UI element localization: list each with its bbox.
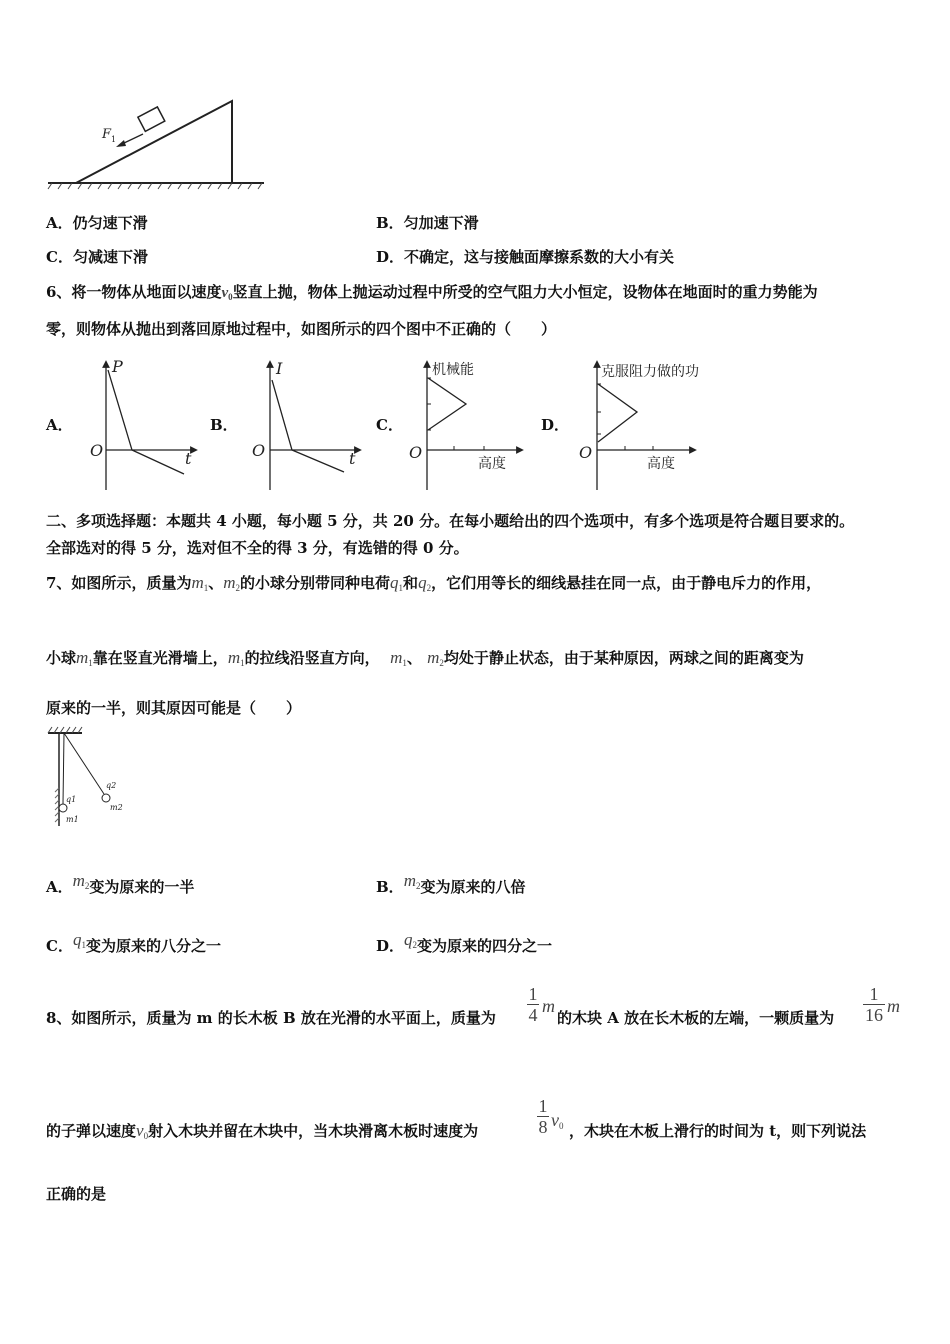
force-subscript: 1 bbox=[111, 135, 117, 144]
q7-option-a[interactable]: A．$m_2$变为原来的一半 bbox=[46, 871, 195, 896]
q7-stem-line2: 小球$m_1$靠在竖直光滑墙上，$m_1$的拉线沿竖直方向， $m_1$、 $m_2$均处于静止状态，由于某种原因，两球之间的距离变为 bbox=[46, 648, 804, 668]
q7-option-b[interactable]: B．$m_2$变为原来的八倍 bbox=[376, 871, 526, 896]
q5-option-d[interactable]: D．不确定，这与接触面摩擦系数的大小有关 bbox=[376, 248, 675, 266]
q6-graph-d bbox=[573, 354, 733, 494]
q8-v0-2: $v_0$ bbox=[551, 1110, 564, 1131]
incline-figure bbox=[44, 96, 270, 192]
q7-pendulum-figure bbox=[44, 726, 134, 832]
graph-b-origin: O bbox=[252, 441, 266, 460]
fig-q2-label: q2 bbox=[106, 781, 117, 790]
q8-m-1: m bbox=[542, 996, 555, 1016]
q6-option-c[interactable]: C． bbox=[376, 416, 403, 434]
q6-stem-line2: 零，则物体从抛出到落回原地过程中，如图所示的四个图中不正确的（ ） bbox=[46, 320, 557, 338]
q7-option-c[interactable]: C．$q_1$变为原来的八分之一 bbox=[46, 930, 221, 955]
q7-option-d[interactable]: D．$q_2$变为原来的四分之一 bbox=[376, 930, 553, 955]
q8-fraction-1-8: 1 8 bbox=[538, 1096, 548, 1137]
graph-d-xlabel: 高度 bbox=[647, 456, 675, 472]
fig-m2-label: m2 bbox=[110, 803, 123, 812]
q7-stem-line3: 原来的一半，则其原因可能是（ ） bbox=[46, 699, 302, 717]
force-label: F bbox=[102, 127, 112, 142]
q8-fraction-1-4: 1 4 bbox=[528, 984, 538, 1025]
graph-d-ylabel: 克服阻力做的功 bbox=[601, 364, 699, 380]
q8-m-2: m bbox=[887, 996, 900, 1016]
section2-header-line1: 二、多项选择题：本题共 4 小题，每小题 5 分，共 20 分。在每小题给出的四个选项中，有多个选项是符合题目要求的。 bbox=[46, 512, 855, 530]
v0-symbol: $v_0$ bbox=[221, 285, 233, 302]
q5-option-a[interactable]: A．仍匀速下滑 bbox=[46, 214, 148, 232]
graph-a-origin: O bbox=[90, 441, 104, 460]
q7-stem-line1: 7、如图所示，质量为$m_1$、$m_2$的小球分别带同种电荷$q_1$和$q_2$，它们用等长的细线悬挂在同一点，由于静电斥力的作用， bbox=[46, 573, 822, 593]
graph-a-xlabel: t bbox=[185, 449, 192, 468]
graph-a-ylabel: P bbox=[112, 357, 123, 376]
q5-option-c[interactable]: C．匀减速下滑 bbox=[46, 248, 148, 266]
graph-b-xlabel: t bbox=[349, 449, 356, 468]
fig-m1-label: m1 bbox=[66, 815, 79, 824]
q6-stem-line1: 6、将一物体从地面以速度$v_0$竖直上抛，物体上抛运动过程中所受的空气阻力大小恒定，设物体在地面时的重力势能为 bbox=[46, 283, 818, 302]
q8-stem-line1-a: 8、如图所示，质量为 m 的长木板 B 放在光滑的水平面上，质量为 bbox=[46, 1009, 496, 1027]
graph-d-origin: O bbox=[579, 443, 593, 462]
q8-stem-line2-b: ，木块在木板上滑行的时间为 t，则下列说法 bbox=[569, 1122, 867, 1140]
q6-option-b[interactable]: B． bbox=[210, 416, 238, 434]
q8-stem-line2-a: 的子弹以速度$v_0$射入木块并留在木块中，当木块滑离木板时速度为 bbox=[46, 1121, 479, 1141]
q6-graph-c bbox=[404, 354, 524, 494]
q8-stem-line1-b: 的木块 A 放在长木板的左端，一颗质量为 bbox=[557, 1009, 835, 1027]
q5-option-b[interactable]: B．匀加速下滑 bbox=[376, 214, 479, 232]
q6-option-d[interactable]: D． bbox=[541, 416, 570, 434]
q8-stem-line3: 正确的是 bbox=[46, 1185, 107, 1203]
section2-header-line2: 全部选对的得 5 分，选对但不全的得 3 分，有选错的得 0 分。 bbox=[46, 539, 469, 557]
graph-b-ylabel: I bbox=[276, 359, 283, 378]
q6-graph-a bbox=[84, 354, 200, 494]
graph-c-origin: O bbox=[409, 443, 423, 462]
q8-fraction-1-16: 1 16 bbox=[865, 984, 883, 1025]
graph-c-ylabel: 机械能 bbox=[432, 362, 474, 378]
graph-c-xlabel: 高度 bbox=[478, 456, 506, 472]
fig-q1-label: q1 bbox=[66, 795, 77, 804]
q6-option-a[interactable]: A． bbox=[46, 416, 73, 434]
q6-graph-b bbox=[248, 354, 364, 494]
